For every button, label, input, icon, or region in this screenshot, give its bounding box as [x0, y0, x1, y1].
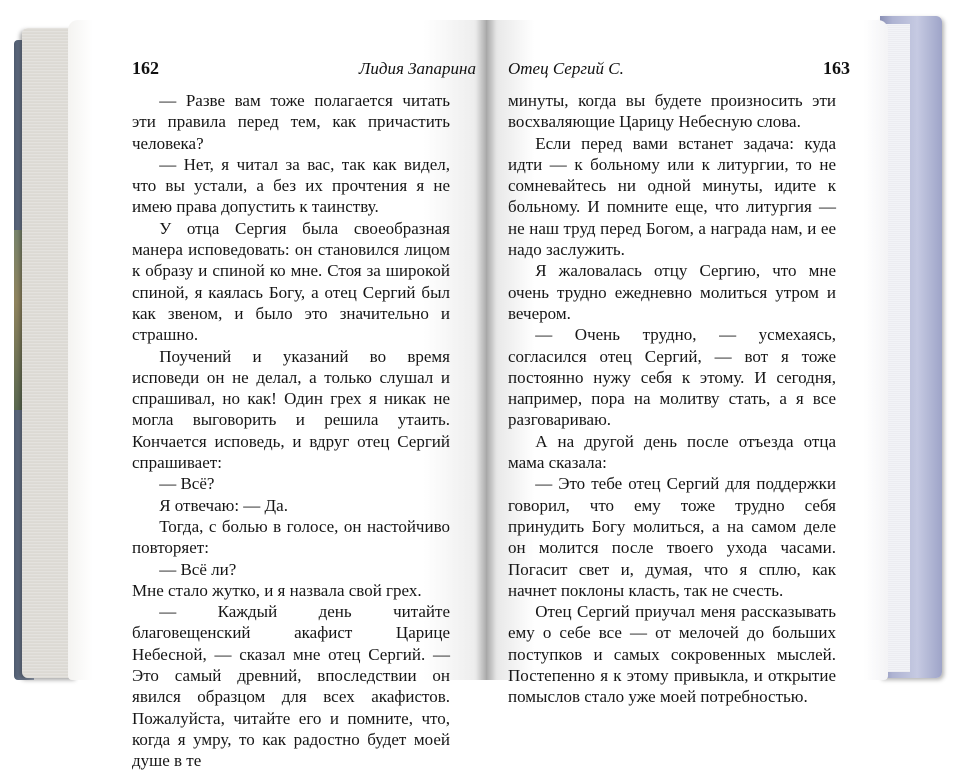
- paragraph: Я жаловалась отцу Сергию, что мне очень трудно ежедневно молиться утром и вечером.: [508, 261, 836, 323]
- paragraph: — Это тебе отец Сергий для поддержки говорил, что ему тоже трудно себя принудить Богу молиться, а на самом деле он молится после твоего ухода часами. Погасит свет и, думая, что я сплю, как начнет поклоны класть, так не счесть.: [508, 474, 836, 600]
- left-page: [68, 20, 486, 771]
- paragraph: Я отвечаю: — Да.: [159, 495, 288, 515]
- paragraph: Тогда, с болью в голосе, он настойчиво повторяет:: [132, 516, 450, 558]
- right-page-text: [508, 90, 836, 708]
- paragraph: Если перед вами встанет задача: куда идти — к больному или к литургии, то не сомневайтесь ни одной минуты, идите к больному. И помните еще, что литургия — не наш труд перед Богом, а награда нам, и ее надо заслужить.: [508, 133, 836, 260]
- paragraph: — Каждый день читайте благовещенский акафист Царице Небесной, — сказал мне отец Сергий. — Это самый древний, впоследствии он явился образцом для всех акафистов. Пожалуйста, читайте его и помните, что, когда я умру, то как радостно будет моей душе в те: [132, 602, 450, 771]
- paragraph: Отец Сергий приучал меня рассказывать ему о себе все — от мелочей до больших поступков и самых сокровенных мыслей. Постепенно я к этому привыкла, и открытие помыслов стало уже моей потребностью.: [508, 602, 836, 707]
- page-number: 162: [132, 58, 159, 78]
- paragraph: минуты, когда вы будете произносить эти восхваляющие Царицу Небесную слова.: [508, 91, 836, 132]
- right-page-header: [486, 58, 888, 84]
- paragraph: — Разве вам тоже полагается читать эти правила перед тем, как причастить человека?: [132, 91, 450, 153]
- paragraph: У отца Сергия была своеобразная манера исповедовать: он становился лицом к образу и спиной ко мне. Стоя за широкой спиной, я каялась Богу, а отец Сергий был как звеном, и было это значительно и страшно.: [132, 218, 450, 345]
- paragraph: — Всё ли?: [159, 559, 237, 579]
- right-page: [486, 20, 888, 707]
- left-page-text: [132, 90, 450, 772]
- paragraph: Мне стало жутко, и я назвала свой грех.: [132, 580, 422, 600]
- paragraph: — Очень трудно, — усмехаясь, согласился отец Сергий, — вот я тоже постоянно нужу себя к этому. И сегодня, например, пора на молитву стать, а я все разговариваю.: [508, 325, 836, 430]
- paragraph: — Всё?: [159, 474, 215, 494]
- left-page-header: [68, 58, 486, 84]
- paragraph: А на другой день после отъезда отца мама сказала:: [508, 431, 836, 473]
- running-head-title: Отец Сергий С.: [508, 59, 624, 78]
- paragraph: Поучений и указаний во время исповеди он не делал, а только слушал и спрашивал, но как! Один грех я никак не могла выговорить и решила утаить. Кончается исповедь, и вдруг отец Сергий спрашивает:: [132, 346, 450, 473]
- paragraph: — Нет, я читал за вас, так как видел, что вы устали, а без их прочтения я не имею права допустить к таинству.: [132, 154, 450, 217]
- page-number: 163: [823, 58, 850, 78]
- running-head-author: Лидия Запарина: [358, 59, 476, 78]
